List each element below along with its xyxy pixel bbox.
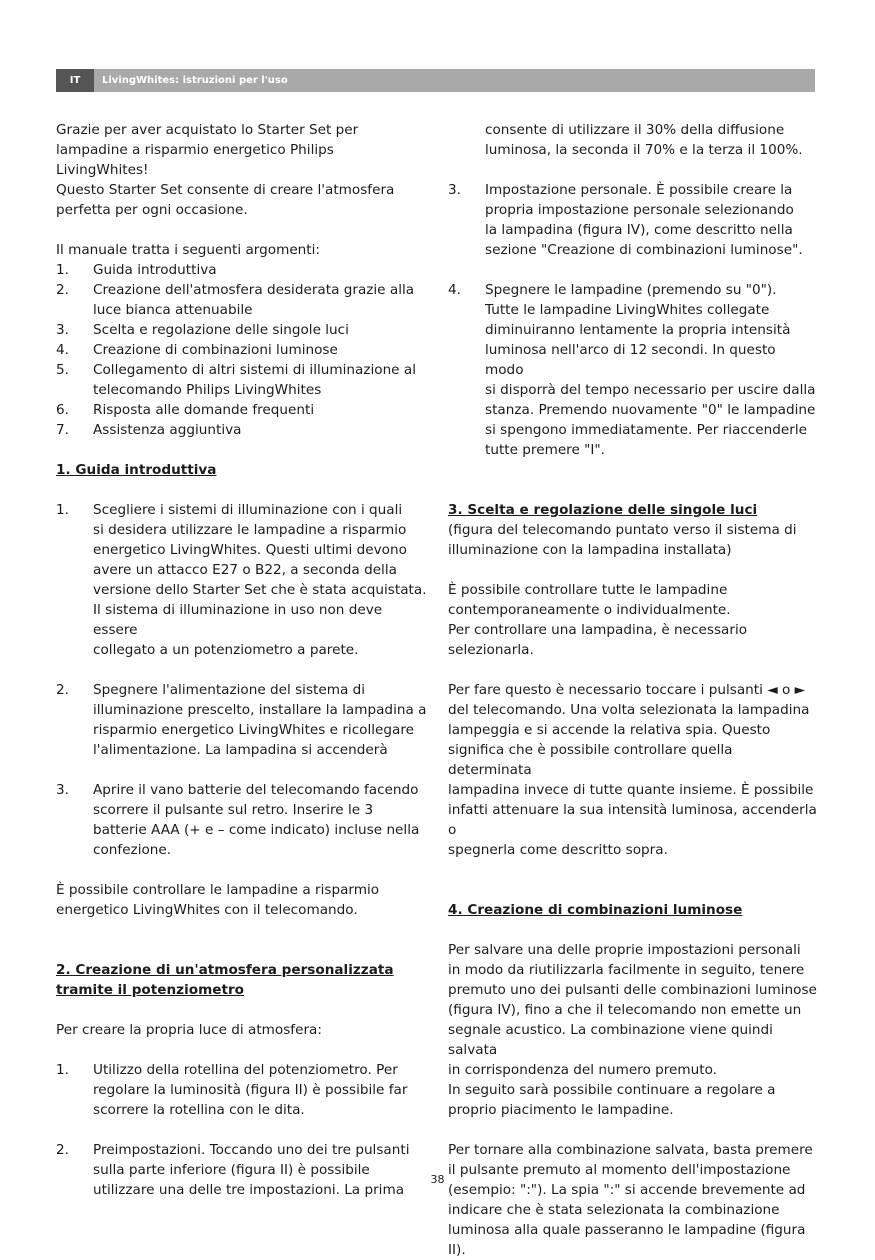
list-number: 3. <box>448 182 461 198</box>
text-line: (figura IV), fino a che il telecomando non emette un <box>448 1002 802 1018</box>
list-item-line: diminuiranno lentamente la propria intensità <box>485 322 791 338</box>
list-item-line: luminosa, la seconda il 70% e la terza il 100%. <box>485 142 803 158</box>
spacer <box>56 940 428 960</box>
language-tag: IT <box>56 69 94 92</box>
list-item <box>56 280 428 320</box>
list-number: 1. <box>56 262 69 278</box>
spacer <box>448 460 818 480</box>
text-line: lampadina invece di tutte quante insieme. È possibile <box>448 782 814 798</box>
spacer <box>448 860 818 880</box>
list-item-line: sulla parte inferiore (figura II) è possibile <box>93 1162 370 1178</box>
list-item-line: batterie AAA (+ e – come indicato) incluse nella <box>93 822 420 838</box>
text-line: È possibile controllare le lampadine a risparmio <box>56 882 380 898</box>
list-item <box>56 360 428 400</box>
list-item-line: Impostazione personale. È possibile creare la <box>485 182 793 198</box>
section-intro: Per creare la propria luce di atmosfera: <box>56 1022 322 1038</box>
list-number: 2. <box>56 682 69 698</box>
list-item <box>56 780 428 860</box>
list-item-line: energetico LivingWhites. Questi ultimi devono <box>93 542 407 558</box>
list-item-continuation <box>448 120 818 160</box>
list-number: 4. <box>56 342 69 358</box>
spacer <box>56 1000 428 1020</box>
spacer <box>448 660 818 680</box>
list-item-line: stanza. Premendo nuovamente "0" le lampadine <box>485 402 816 418</box>
list-item-line: luce bianca attenuabile <box>93 302 253 318</box>
list-item-line: Guida introduttiva <box>93 262 217 278</box>
spacer <box>56 1120 428 1140</box>
list-item <box>56 500 428 660</box>
list-item <box>56 1060 428 1120</box>
list-item-line: sezione "Creazione di combinazioni luminose". <box>485 242 803 258</box>
list-item-line: Scelta e regolazione delle singole luci <box>93 322 349 338</box>
spacer <box>56 920 428 940</box>
text-line: proprio piacimento le lampadine. <box>448 1102 674 1118</box>
list-item-line: propria impostazione personale selezionando <box>485 202 794 218</box>
list-item-line: scorrere la rotellina con le dita. <box>93 1102 305 1118</box>
list-item-line: Preimpostazioni. Toccando uno dei tre pulsanti <box>93 1142 410 1158</box>
list-item-line: si desidera utilizzare le lampadine a risparmio <box>93 522 407 538</box>
page-number: 38 <box>430 1173 445 1186</box>
list-item <box>448 280 818 460</box>
section-heading: tramite il potenziometro <box>56 982 245 998</box>
list-item-line: regolare la luminosità (figura II) è possibile far <box>93 1082 408 1098</box>
section-heading: 1. Guida introduttiva <box>56 462 217 478</box>
spacer <box>448 560 818 580</box>
text-line: in corrispondenza del numero premuto. <box>448 1062 717 1078</box>
text-line: Per fare questo è necessario toccare i pulsanti ◄ o ► <box>448 682 806 698</box>
list-number: 2. <box>56 1142 69 1158</box>
spacer <box>56 860 428 880</box>
intro-line: Grazie per aver acquistato lo Starter Set per <box>56 122 359 138</box>
text-line: contemporaneamente o individualmente. <box>448 602 731 618</box>
list-item-line: utilizzare una delle tre impostazioni. La prima <box>93 1182 405 1198</box>
text-line: Per controllare una lampadina, è necessario <box>448 622 748 638</box>
list-item-line: luminosa nell'arco di 12 secondi. In questo modo <box>485 342 776 378</box>
spacer <box>448 260 818 280</box>
spacer <box>56 480 428 500</box>
list-item <box>56 340 428 360</box>
text-line: premuto uno dei pulsanti delle combinazioni luminose <box>448 982 817 998</box>
list-item-line: Spegnere le lampadine (premendo su "0"). <box>485 282 777 298</box>
intro-line: perfetta per ogni occasione. <box>56 202 248 218</box>
text-line: del telecomando. Una volta selezionata la lampadina <box>448 702 810 718</box>
list-item <box>56 1140 428 1200</box>
list-item <box>56 680 428 760</box>
spacer <box>56 1040 428 1060</box>
list-item-line: risparmio energetico LivingWhites e ricollegare <box>93 722 415 738</box>
spacer <box>56 440 428 460</box>
toc-intro: Il manuale tratta i seguenti argomenti: <box>56 242 320 258</box>
text-line: lampeggia e si accende la relativa spia. Questo <box>448 722 771 738</box>
list-item-line: consente di utilizzare il 30% della diffusione <box>485 122 785 138</box>
text-line: spegnerla come descritto sopra. <box>448 842 668 858</box>
list-item <box>448 180 818 260</box>
list-item-line: confezione. <box>93 842 172 858</box>
list-item-line: versione dello Starter Set che è stata acquistata. <box>93 582 427 598</box>
section-heading: 4. Creazione di combinazioni luminose <box>448 902 743 918</box>
list-item <box>56 320 428 340</box>
list-item-line: Spegnere l'alimentazione del sistema di <box>93 682 366 698</box>
list-number: 6. <box>56 402 69 418</box>
list-item <box>56 260 428 280</box>
text-line: significa che è possibile controllare quella determinata <box>448 742 733 778</box>
text-line: indicare che è stata selezionata la combinazione <box>448 1202 780 1218</box>
text-line: il pulsante premuto al momento dell'impostazione <box>448 1162 791 1178</box>
list-item <box>56 420 428 440</box>
list-number: 7. <box>56 422 69 438</box>
text-line: (esempio: ":"). La spia ":" si accende brevemente ad <box>448 1182 806 1198</box>
section-heading: 3. Scelta e regolazione delle singole luci <box>448 502 758 518</box>
list-item-line: si disporrà del tempo necessario per uscire dalla <box>485 382 816 398</box>
spacer <box>448 880 818 900</box>
text-line: È possibile controllare tutte le lampadine <box>448 582 728 598</box>
list-item-line: Risposta alle domande frequenti <box>93 402 315 418</box>
list-item <box>56 400 428 420</box>
list-item-line: telecomando Philips LivingWhites <box>93 382 322 398</box>
intro-line: lampadine a risparmio energetico Philips LivingWhites! <box>56 142 334 178</box>
list-item-line: si spengono immediatamente. Per riaccenderle <box>485 422 807 438</box>
list-item-line: Collegamento di altri sistemi di illuminazione al <box>93 362 416 378</box>
list-item-line: Scegliere i sistemi di illuminazione con i quali <box>93 502 403 518</box>
list-item-line: tutte premere "I". <box>485 442 605 458</box>
list-item-line: Creazione dell'atmosfera desiderata grazie alla <box>93 282 415 298</box>
spacer <box>448 480 818 500</box>
text-line: luminosa alla quale passeranno le lampadine (figura II). <box>448 1222 806 1258</box>
list-item-line: illuminazione prescelto, installare la lampadina a <box>93 702 427 718</box>
list-item-line: la lampadina (figura IV), come descritto nella <box>485 222 793 238</box>
spacer <box>56 660 428 680</box>
text-line: in modo da riutilizzarla facilmente in seguito, tenere <box>448 962 805 978</box>
text-line: segnale acustico. La combinazione viene quindi salvata <box>448 1022 773 1058</box>
spacer <box>56 220 428 240</box>
list-item-line: Assistenza aggiuntiva <box>93 422 242 438</box>
spacer <box>448 920 818 940</box>
list-item-line: avere un attacco E27 o B22, a seconda della <box>93 562 397 578</box>
list-item-line: Aprire il vano batterie del telecomando facendo <box>93 782 419 798</box>
text-line: (figura del telecomando puntato verso il sistema di <box>448 522 797 538</box>
header-title: LivingWhites: istruzioni per l'uso <box>102 75 288 86</box>
text-line: illuminazione con la lampadina installata) <box>448 542 732 558</box>
text-line: In seguito sarà possibile continuare a regolare a <box>448 1082 776 1098</box>
left-column <box>56 120 428 1200</box>
list-item-line: Tutte le lampadine LivingWhites collegate <box>485 302 770 318</box>
list-number: 1. <box>56 1062 69 1078</box>
list-item-line: Creazione di combinazioni luminose <box>93 342 338 358</box>
list-number: 1. <box>56 502 69 518</box>
spacer <box>448 1120 818 1140</box>
spacer <box>448 160 818 180</box>
list-number: 5. <box>56 362 69 378</box>
list-number: 3. <box>56 782 69 798</box>
list-number: 2. <box>56 282 69 298</box>
list-item-line: collegato a un potenziometro a parete. <box>93 642 359 658</box>
text-line: selezionarla. <box>448 642 534 658</box>
text-line: infatti attenuare la sua intensità luminosa, accenderla o <box>448 802 817 838</box>
list-item-line: scorrere il pulsante sul retro. Inserire le 3 <box>93 802 374 818</box>
list-number: 3. <box>56 322 69 338</box>
spacer <box>56 760 428 780</box>
text-line: energetico LivingWhites con il telecomando. <box>56 902 358 918</box>
list-item-line: Il sistema di illuminazione in uso non deve essere <box>93 602 383 638</box>
list-number: 4. <box>448 282 461 298</box>
right-column <box>448 120 818 1260</box>
section-heading: 2. Creazione di un'atmosfera personalizzata <box>56 962 394 978</box>
text-line: Per salvare una delle proprie impostazioni personali <box>448 942 801 958</box>
list-item-line: l'alimentazione. La lampadina si accenderà <box>93 742 388 758</box>
list-item-line: Utilizzo della rotellina del potenziometro. Per <box>93 1062 398 1078</box>
intro-line: Questo Starter Set consente di creare l'atmosfera <box>56 182 395 198</box>
text-line: Per tornare alla combinazione salvata, basta premere <box>448 1142 813 1158</box>
